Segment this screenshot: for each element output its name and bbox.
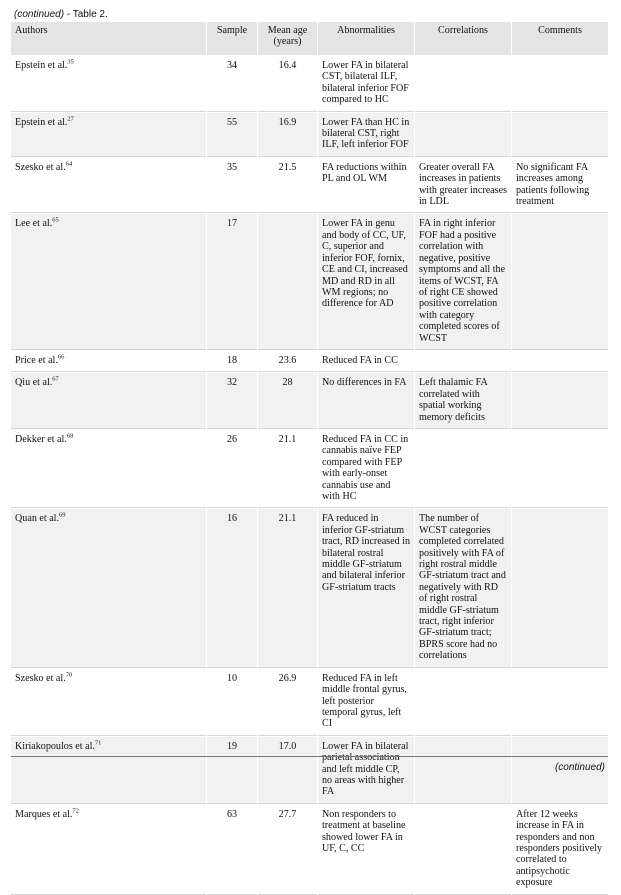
abnormalities-cell: Lower FA in genu and body of CC, UF, C, superior and inferior FOF, fornix, CE and CI, increased MD and RD in all WM regions; no difference for AD [318,213,415,349]
comments-cell [512,429,608,508]
author-cell [11,508,207,667]
comments-cell [512,350,608,372]
col-sample: Sample [207,22,258,55]
author-cell [11,804,207,895]
age-cell: 27.7 [258,804,318,895]
author-name: Epstein et al. [15,116,68,128]
bottom-rule [11,756,608,757]
author-cell [11,55,207,112]
sample-cell: 16 [207,508,258,667]
table-row [11,736,608,804]
correlations-cell: Greater overall FA increases in patients with greater increases in LDL [415,157,512,214]
abnormalities-cell: Lower FA in bilateral CST, bilateral ILF, bilateral inferior FOF compared to HC [318,55,415,112]
author-name: Szesko et al. [15,672,66,684]
author-cell [11,350,207,372]
author-name: Dekker et al. [15,433,67,445]
author-cell [11,736,207,804]
author-ref: 70 [65,671,73,679]
abnormalities-cell: Reduced FA in CC [318,350,415,372]
author-cell [11,372,207,429]
sample-cell: 63 [207,804,258,895]
comments-cell [512,55,608,112]
age-cell: 17.0 [258,736,318,804]
sample-cell: 10 [207,668,258,736]
table-row [11,157,608,214]
author-name: Price et al. [15,354,58,366]
author-cell [11,668,207,736]
table-header [11,22,608,55]
sample-cell: 18 [207,350,258,372]
comments-cell [512,668,608,736]
age-cell: 26.9 [258,668,318,736]
table-row [11,350,608,372]
author-ref: 65 [52,217,59,225]
author-ref: 67 [52,375,59,383]
col-correlations: Correlations [415,22,512,55]
correlations-cell [415,804,512,895]
author-cell [11,112,207,157]
abnormalities-cell: Reduced FA in CC in cannabis naïve FEP compared with FEP with early-onset cannabis use and with HC [318,429,415,508]
abnormalities-cell: FA reductions within PL and OL WM [318,157,415,214]
table-row [11,508,608,667]
correlations-cell: FA in right inferior FOF had a positive correlation with negative, positive symptoms and all the items of WCST, FA of right CE showed positive correlation with category completed scores of WCST [415,213,512,349]
age-cell: 28 [258,372,318,429]
caption-continued: (continued) [14,9,65,20]
sample-cell: 32 [207,372,258,429]
table-row [11,112,608,157]
author-name: Lee et al. [15,218,53,230]
comments-cell [512,213,608,349]
col-abnormalities: Abnormalities [318,22,415,55]
table-row [11,429,608,508]
age-cell: 21.1 [258,508,318,667]
correlations-cell: The number of WCST categories completed correlated positively with FA of right rostral middle GF-striatum tract and negatively with RD of right rostral middle GF-striatum tract, right inferior GF-striatum tract; BPRS score had no correlations [415,508,512,667]
comments-cell: After 12 weeks increase in FA in responders and non responders positively correlated to antipsychotic exposure [512,804,608,895]
col-comments: Comments [512,22,608,55]
sample-cell: 17 [207,213,258,349]
results-table [11,22,608,895]
age-cell: 23.6 [258,350,318,372]
sample-cell: 35 [207,157,258,214]
table-row [11,372,608,429]
abnormalities-cell: Lower FA in bilateral parietal association and left middle CP, no areas with higher FA [318,736,415,804]
author-ref: 66 [57,353,65,361]
sample-cell: 26 [207,429,258,508]
table-caption [14,9,108,20]
author-ref: 72 [72,807,79,815]
author-cell [11,429,207,508]
correlations-cell: Left thalamic FA correlated with spatial working memory deficits [415,372,512,429]
author-name: Epstein et al. [15,60,68,71]
col-mean-age: Mean age (years) [258,22,318,55]
author-ref: 64 [65,160,73,168]
correlations-cell [415,668,512,736]
correlations-cell [415,736,512,804]
caption-title: - Table 2. [64,9,108,20]
abnormalities-cell: FA reduced in inferior GF-striatum tract, RD increased in bilateral rostral middle GF-striatum and bilateral inferior GF-striatum tracts [318,508,415,667]
author-name: Marques et al. [15,808,73,820]
comments-cell [512,372,608,429]
sample-cell: 55 [207,112,258,157]
col-authors: Authors [11,22,207,55]
correlations-cell [415,55,512,112]
sample-cell: 19 [207,736,258,804]
age-cell: 16.9 [258,112,318,157]
author-ref: 35 [67,58,74,66]
sample-cell: 34 [207,55,258,112]
continued-footer: (continued) [554,762,605,773]
abnormalities-cell: No differences in FA [318,372,415,429]
age-cell [258,213,318,349]
abnormalities-cell: Reduced FA in left middle frontal gyrus, left posterior temporal gyrus, left CI [318,668,415,736]
age-cell: 21.5 [258,157,318,214]
comments-cell: No significant FA increases among patients following treatment [512,157,608,214]
author-ref: 27 [67,115,74,123]
author-cell [11,213,207,349]
age-cell: 16.4 [258,55,318,112]
author-ref: 71 [94,739,102,747]
abnormalities-cell: Lower FA than HC in bilateral CST, right ILF, left inferior FOF [318,112,415,157]
author-ref: 69 [59,512,66,520]
author-name: Qiu et al. [15,377,53,389]
correlations-cell [415,429,512,508]
author-ref: 68 [66,432,74,440]
author-cell [11,157,207,214]
table-body [11,55,608,895]
table-row [11,804,608,895]
table-row [11,213,608,349]
author-name: Kiriakopoulos et al. [15,740,95,752]
correlations-cell [415,112,512,157]
abnormalities-cell: Non responders to treatment at baseline showed lower FA in UF, C, CC [318,804,415,895]
table-row [11,668,608,736]
comments-cell [512,508,608,667]
correlations-cell [415,350,512,372]
age-cell: 21.1 [258,429,318,508]
author-name: Szesko et al. [15,161,66,173]
table-row [11,55,608,112]
comments-cell [512,112,608,157]
author-name: Quan et al. [15,513,60,525]
